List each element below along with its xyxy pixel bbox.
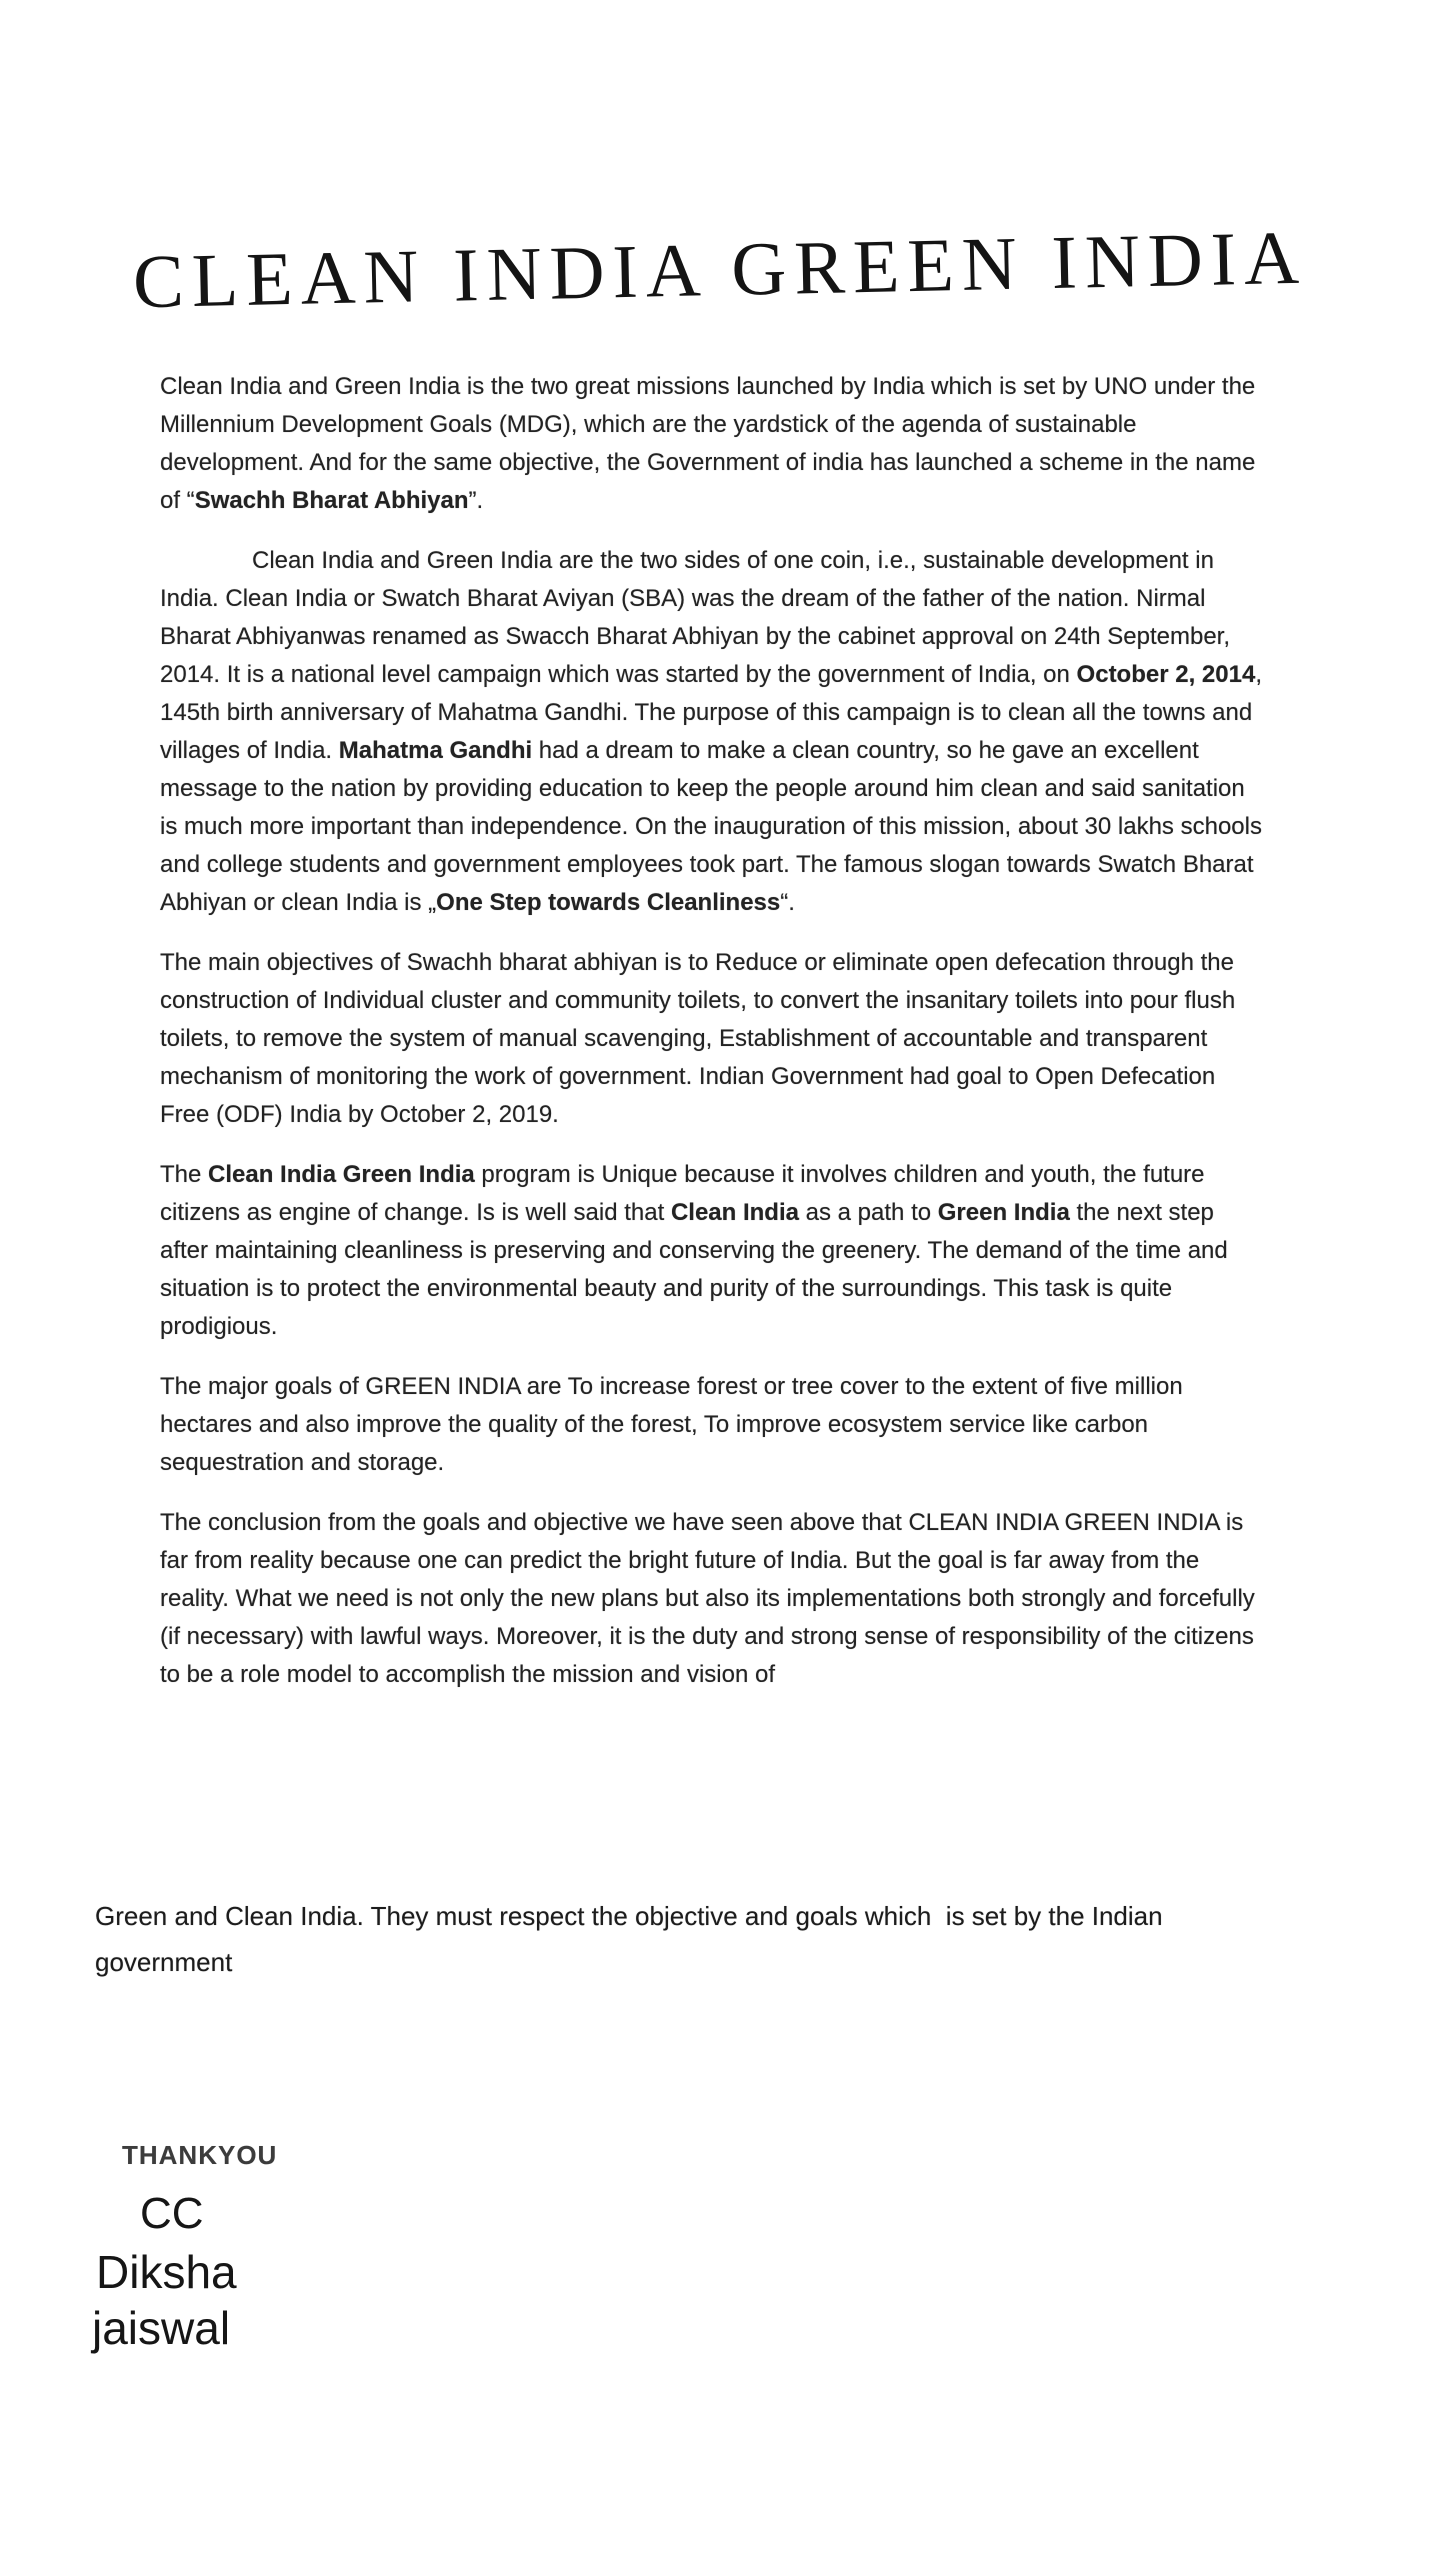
paragraph: The major goals of GREEN INDIA are To increase forest or tree cover to the extent of five million hectares and also improve the quality of the forest, To improve ecosystem service like carbon sequestration and storage. [160, 1373, 1183, 1476]
signature-first-name: Diksha [96, 2246, 237, 2298]
signature-last-name: jaiswal [92, 2302, 231, 2354]
paragraph: Clean India and Green India is the two great missions launched by India which is set by UNO under the Millennium Development Goals (MDG), which are the yardstick of the agenda of sustainable development. And for the same objective, the Government of india has launched a scheme in the name of “Swachh Bharat Abhiyan”. [160, 373, 1256, 514]
essay-body [160, 368, 1262, 1716]
continuation-line: Green and Clean India. They must respect the objective and goals which is set by the Indian [95, 1901, 1163, 1931]
paragraph: Clean India and Green India are the two sides of one coin, i.e., sustainable development in India. Clean India or Swatch Bharat Aviyan (SBA) was the dream of the father of the nation. Nirmal Bharat Abhiyanwas renamed as Swacch Bharat Abhiyan by the cabinet approval on 24th September, 2014. It is a national level campaign which was started by the government of India, on October 2, 2014, 145th birth anniversary of Mahatma Gandhi. The purpose of this campaign is to clean all the towns and villages of India. Mahatma Gandhi had a dream to make a clean country, so he gave an excellent message to the nation by providing education to keep the people around him clean and said sanitation is much more important than independence. On the inauguration of this mission, about 30 lakhs schools and college students and government employees took part. The famous slogan towards Swatch Bharat Abhiyan or clean India is „One Step towards Cleanliness“. [160, 547, 1262, 916]
paragraph: The Clean India Green India program is Unique because it involves children and youth, the future citizens as engine of change. Is is well said that Clean India as a path to Green India the next step after maintaining cleanliness is preserving and conserving the greenery. The demand of the time and situation is to protect the environmental beauty and purity of the surroundings. This task is quite prodigious. [160, 1161, 1228, 1340]
paragraph: The main objectives of Swachh bharat abhiyan is to Reduce or eliminate open defecation through the construction of Individual cluster and community toilets, to convert the insanitary toilets into pour flush toilets, to remove the system of manual scavenging, Establishment of accountable and transparent mechanism of monitoring the work of government. Indian Government had goal to Open Defecation Free (ODF) India by October 2, 2019. [160, 949, 1236, 1128]
document-title: CLEAN INDIA GREEN INDIA [131, 215, 1308, 325]
continuation-line: government [95, 1947, 233, 1977]
continuation-paragraph [95, 1893, 1163, 1985]
signature-cc: CC [140, 2189, 204, 2238]
paragraph: The conclusion from the goals and objective we have seen above that CLEAN INDIA GREEN INDIA is far from reality because one can predict the bright future of India. But the goal is far away from the reality. What we need is not only the new plans but also its implementations both strongly and forcefully (if necessary) with lawful ways. Moreover, it is the duty and strong sense of responsibility of the citizens to be a role model to accomplish the mission and vision of [160, 1509, 1255, 1688]
thankyou-text: THANKYOU [122, 2140, 278, 2170]
